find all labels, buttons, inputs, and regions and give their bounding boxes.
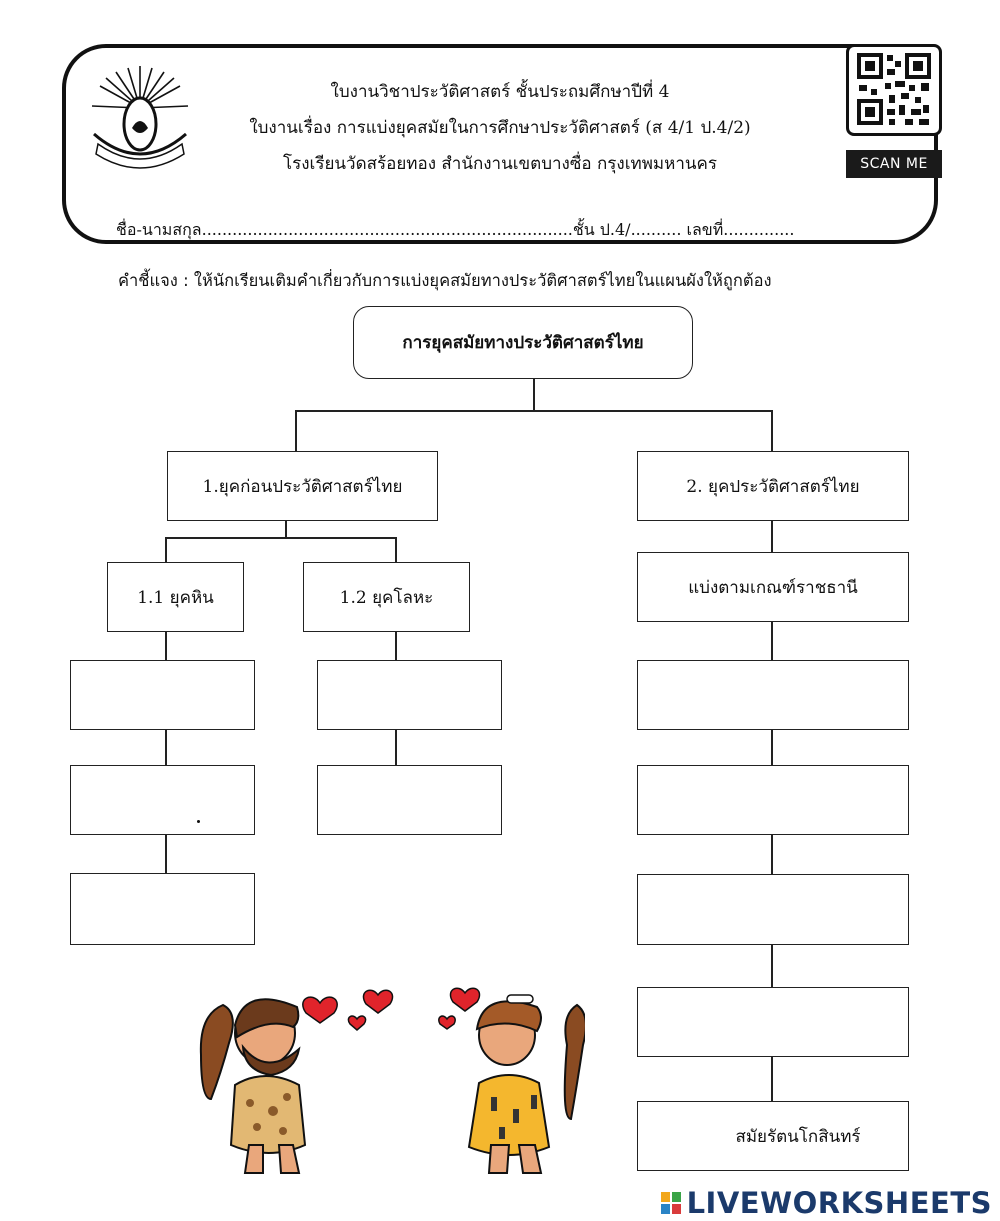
cavemen-illustration	[195, 985, 585, 1180]
historic-era-box: 2. ยุคประวัติศาสตร์ไทย	[637, 451, 909, 521]
prehistoric-era-box: 1.ยุคก่อนประวัติศาสตร์ไทย	[167, 451, 438, 521]
connector-line	[395, 729, 397, 766]
liveworksheets-logo-icon	[661, 1192, 681, 1214]
connector-line	[533, 378, 535, 411]
qr-code[interactable]	[846, 44, 942, 136]
answer-input-box[interactable]	[317, 660, 502, 730]
school-logo-icon	[86, 62, 194, 170]
answer-input-box[interactable]	[637, 874, 909, 945]
scan-me-label: SCAN ME	[846, 150, 942, 178]
stone-age-box: 1.1 ยุคหิน	[107, 562, 244, 632]
connector-line	[771, 410, 773, 452]
capital-criteria-box: แบ่งตามเกณฑ์ราชธานี	[637, 552, 909, 622]
header-title: ใบงานวิชาประวัติศาสตร์ ชั้นประถมศึกษาปีที่ 4	[330, 82, 670, 102]
connector-line	[771, 729, 773, 766]
heart-icon	[303, 988, 480, 1030]
connector-line	[771, 944, 773, 988]
metal-age-box: 1.2 ยุคโลหะ	[303, 562, 470, 632]
brand-text: LIVEWORKSHEETS	[686, 1186, 992, 1220]
answer-input-box[interactable]	[637, 987, 909, 1057]
answer-input-box[interactable]	[317, 765, 502, 835]
stray-dot	[197, 820, 200, 823]
connector-line	[395, 537, 397, 563]
connector-line	[165, 537, 397, 539]
rattanakosin-box: สมัยรัตนโกสินทร์	[637, 1101, 909, 1171]
liveworksheets-brand[interactable]	[661, 1186, 992, 1220]
header-school: โรงเรียนวัดสร้อยทอง สำนักงานเขตบางซื่อ กรุงเทพมหานคร	[282, 154, 718, 174]
answer-input-box[interactable]	[70, 660, 255, 730]
connector-line	[285, 520, 287, 538]
connector-line	[165, 537, 167, 563]
connector-line	[295, 410, 297, 452]
connector-line	[165, 631, 167, 661]
connector-line	[771, 834, 773, 875]
connector-line	[165, 834, 167, 874]
caveman-icon	[201, 999, 305, 1173]
student-name-field[interactable]: ชื่อ-นามสกุล.........................................................................ชั้น ป.4/.......... เลขที่..............	[116, 220, 795, 239]
root-box: การยุคสมัยทางประวัติศาสตร์ไทย	[353, 306, 693, 379]
connector-line	[771, 621, 773, 661]
header-subtitle: ใบงานเรื่อง การแบ่งยุคสมัยในการศึกษาประวัติศาสตร์ (ส 4/1 ป.4/2)	[249, 118, 751, 138]
instruction-text: คำชี้แจง : ให้นักเรียนเติมคำเกี่ยวกับการแบ่งยุคสมัยทางประวัติศาสตร์ไทยในแผนผังให้ถูกต้อง	[118, 271, 772, 290]
connector-line	[771, 1056, 773, 1102]
qr-code-icon	[849, 47, 939, 133]
answer-input-box[interactable]	[637, 660, 909, 730]
answer-input-box[interactable]	[70, 873, 255, 945]
answer-input-box[interactable]	[70, 765, 255, 835]
answer-input-box[interactable]	[637, 765, 909, 835]
connector-line	[295, 410, 773, 412]
connector-line	[771, 520, 773, 552]
connector-line	[395, 631, 397, 661]
cavewoman-icon	[469, 995, 585, 1173]
connector-line	[165, 729, 167, 766]
